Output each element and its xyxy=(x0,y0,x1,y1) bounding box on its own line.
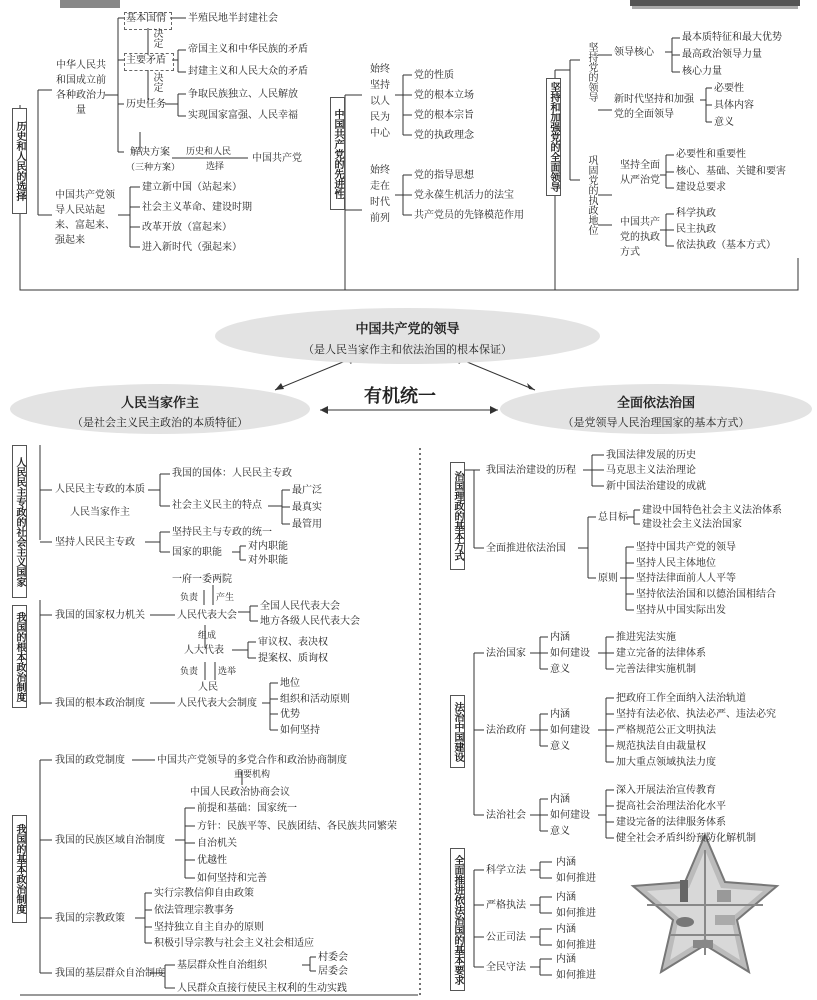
significance-2: 意义 xyxy=(550,741,570,752)
ruling-c: 依法执政（基本方式） xyxy=(676,240,776,251)
congress-how-to-uphold: 如何坚持 xyxy=(280,725,320,736)
regional-autonomy: 我国的民族区域自治制度 xyxy=(55,835,165,846)
solution-mid-1: 历史和人民 xyxy=(186,147,232,157)
ruling-b: 民主执政 xyxy=(676,224,716,235)
scientific-legislation: 科学立法 xyxy=(486,865,526,876)
stage-4: 进入新时代（强起来） xyxy=(142,242,242,253)
grassroots-organizations: 基层群众性自治组织 xyxy=(177,960,267,971)
religious-freedom: 实行宗教信仰自由政策 xyxy=(154,888,254,899)
deputies-node: 人大代表 xyxy=(184,645,224,656)
fundamental-political-system: 我国的根本政治制度 xyxy=(55,698,145,709)
cpc-leads-people-node: 中国共产党领导人民站起来、富起来、强起来 xyxy=(55,190,115,246)
democracy-features: 社会主义民主的特点 xyxy=(172,500,262,511)
core-b: 最高政治领导力量 xyxy=(682,49,762,60)
peoples-congress-system: 人民代表大会制度 xyxy=(177,698,257,709)
autonomy-premise: 前提和基础：国家统一 xyxy=(197,803,297,814)
guiding-thought: 党的指导思想 xyxy=(414,170,474,181)
principle-2: 坚持人民主体地位 xyxy=(636,558,716,569)
autonomy-organs: 自治机关 xyxy=(197,838,237,849)
people-masters-ellipse xyxy=(10,384,310,434)
section-title-party-leadership: 坚持和加强党的全面领导 xyxy=(546,78,561,196)
feature-most-real: 最真实 xyxy=(292,502,322,513)
stage-1: 建立新中国（站起来） xyxy=(142,182,242,193)
produce-label: 产生 xyxy=(216,593,235,603)
strict-enforcement: 严格执法 xyxy=(486,900,526,911)
religious-management: 依法管理宗教事务 xyxy=(154,905,234,916)
section-title-fundamental-system: 我国的根本政治制度 xyxy=(12,605,27,708)
autonomy-improve: 如何坚持和完善 xyxy=(197,873,267,884)
external-functions: 对外职能 xyxy=(248,555,288,566)
people-masters-subtitle: （是社会主义民主政治的本质特征） xyxy=(72,416,248,429)
strict-b: 核心、基础、关键和要害 xyxy=(676,166,786,177)
ruling-a: 科学执政 xyxy=(676,208,716,219)
ruling-mode: 中国共产党的执政方式 xyxy=(620,217,660,258)
rule-of-law-govt: 法治政府 xyxy=(486,725,526,736)
principle-5: 坚持从中国实际出发 xyxy=(636,605,726,616)
society-d: 健全社会矛盾纠纷预防化解机制 xyxy=(616,833,756,844)
main-contradiction-label: 主要矛盾 xyxy=(126,55,166,66)
national-congress: 全国人民代表大会 xyxy=(260,601,340,612)
rule-of-law-title: 全面依法治国 xyxy=(616,396,695,411)
rule-of-law-history: 我国法治建设的历程 xyxy=(486,465,576,476)
local-congresses: 地方各级人民代表大会 xyxy=(260,616,360,627)
section-title-basic-system: 我国的基本政治制度 xyxy=(12,815,27,923)
section-title-rule-of-law-china: 法治中国建设 xyxy=(450,695,465,768)
society-a: 深入开展法治宣传教育 xyxy=(616,785,716,796)
section-title-governance-mode: 治国理政的基本方式 xyxy=(450,462,465,570)
contradiction-a: 帝国主义和中华民族的矛盾 xyxy=(188,44,308,55)
autonomy-superiority: 优越性 xyxy=(197,855,227,866)
solution-sub: （三种方案） xyxy=(126,163,181,173)
how-to-build-1: 如何建设 xyxy=(550,648,590,659)
feature-most-useful: 最管用 xyxy=(292,519,322,530)
star-box-graphic xyxy=(633,835,777,972)
state-system: 我国的国体：人民民主专政 xyxy=(172,468,292,479)
govt-d: 规范执法自由裁量权 xyxy=(616,741,706,752)
congress-status: 地位 xyxy=(280,678,300,689)
how-to-promote-c: 如何推进 xyxy=(556,940,596,951)
new-era-leadership: 新时代坚持和加强党的全面领导 xyxy=(614,94,694,120)
rule-of-law-subtitle: （是党领导人民治理国家的基本方式） xyxy=(562,416,750,429)
society-c: 建设完备的法律服务体系 xyxy=(616,817,726,828)
organic-unity-label: 有机统一 xyxy=(364,386,436,407)
autonomy-policy: 方针：民族平等、民族团结、各民族共同繁荣 xyxy=(197,821,397,832)
principles: 原则 xyxy=(598,573,618,584)
congress-advantages: 优势 xyxy=(280,709,300,720)
fair-justice: 公正司法 xyxy=(486,932,526,943)
cpc-leadership-ellipse xyxy=(215,308,600,364)
country-b: 建立完备的法律体系 xyxy=(616,648,706,659)
congress-principles: 组织和活动原则 xyxy=(280,694,350,705)
state-power-organ: 我国的国家权力机关 xyxy=(55,610,145,621)
people-masters-title: 人民当家作主 xyxy=(120,396,199,411)
decide-label-2: 决定 xyxy=(151,72,162,92)
religious-policy: 我国的宗教政策 xyxy=(55,913,125,924)
deputy-rights-b: 提案权、质询权 xyxy=(258,653,328,664)
compose-label: 组成 xyxy=(198,631,217,641)
party-purpose: 党的根本宗旨 xyxy=(414,110,474,121)
how-to-promote-b: 如何推进 xyxy=(556,908,596,919)
deputy-rights-a: 审议权、表决权 xyxy=(258,637,328,648)
forefront-node: 始终走在时代前列 xyxy=(370,165,390,224)
solution-label: 解决方案 xyxy=(130,147,170,158)
new-era-c: 意义 xyxy=(714,117,734,128)
party-concept: 党的执政理念 xyxy=(414,130,474,141)
state-functions: 国家的职能 xyxy=(172,547,222,558)
important-organ-label: 重要机构 xyxy=(234,770,271,780)
elect-label: 选举 xyxy=(218,667,237,677)
connotation-1: 内涵 xyxy=(550,632,570,643)
historical-task-label: 历史任务 xyxy=(126,99,166,110)
govt-commission-courts: 一府一委两院 xyxy=(172,574,232,585)
section-title-dictatorship-state: 人民民主专政的社会主义国家 xyxy=(12,445,27,598)
connotation-d: 内涵 xyxy=(556,954,576,965)
strict-a: 必要性和重要性 xyxy=(676,149,746,160)
section-title-basic-requirements: 全面推进依法治国的基本要求 xyxy=(450,848,465,991)
significance-1: 意义 xyxy=(550,664,570,675)
how-to-build-2: 如何建设 xyxy=(550,725,590,736)
law-history: 我国法律发展的历史 xyxy=(606,450,696,461)
people-node: 人民 xyxy=(198,682,218,693)
marxist-law-theory: 马克思主义法治理论 xyxy=(606,465,696,476)
new-era-a: 必要性 xyxy=(714,83,744,94)
stage-2: 社会主义革命、建设时期 xyxy=(142,202,252,213)
how-to-promote-d: 如何推进 xyxy=(556,970,596,981)
society-b: 提高社会治理法治化水平 xyxy=(616,801,726,812)
overall-goal: 总目标 xyxy=(598,512,628,523)
how-to-build-3: 如何建设 xyxy=(550,810,590,821)
country-a: 推进宪法实施 xyxy=(616,632,676,643)
grassroots-autonomy: 我国的基层群众自治制度 xyxy=(55,968,165,979)
direct-democracy-practice: 人民群众直接行使民主权利的生动实践 xyxy=(177,983,347,994)
peoples-congress: 人民代表大会 xyxy=(177,610,237,621)
party-nature: 党的性质 xyxy=(414,70,454,81)
core-leadership: 领导核心 xyxy=(614,47,654,58)
rule-of-law-society: 法治社会 xyxy=(486,810,526,821)
section-title-cpc-advanced: 中国共产党的先进性 xyxy=(330,97,345,210)
connotation-b: 内涵 xyxy=(556,892,576,903)
multiparty-cooperation: 中国共产党领导的多党合作和政治协商制度 xyxy=(157,755,347,766)
feature-broadest: 最广泛 xyxy=(292,485,322,496)
how-to-promote-a: 如何推进 xyxy=(556,873,596,884)
connotation-a: 内涵 xyxy=(556,857,576,868)
connotation-3: 内涵 xyxy=(550,794,570,805)
political-forces-node: 中华人民共和国成立前各种政治力量 xyxy=(56,60,106,116)
basic-condition-value: 半殖民地半封建社会 xyxy=(188,13,278,24)
task-a: 争取民族独立、人民解放 xyxy=(188,89,298,100)
people-centered-node: 始终坚持以人民为中心 xyxy=(370,64,390,139)
new-era-b: 具体内容 xyxy=(714,100,754,111)
new-china-achievements: 新中国法治建设的成就 xyxy=(606,481,706,492)
principle-1: 坚持中国共产党的领导 xyxy=(636,542,736,553)
strict-governance: 坚持全面从严治党 xyxy=(620,160,660,186)
top-left-graphic xyxy=(60,0,120,8)
responsible-label-2: 负责 xyxy=(180,667,199,677)
cpc-leadership-title: 中国共产党的领导 xyxy=(355,322,460,337)
village-committee: 村委会 xyxy=(318,952,348,963)
country-c: 完善法律实施机制 xyxy=(616,664,696,675)
responsible-label-1: 负责 xyxy=(180,593,199,603)
people-masters-node: 人民当家作主 xyxy=(70,507,130,518)
top-right-graphic xyxy=(630,0,800,6)
govt-a: 把政府工作全面纳入法治轨道 xyxy=(616,693,746,704)
cppcc: 中国人民政治协商会议 xyxy=(190,787,290,798)
religious-independence: 坚持独立自主自办的原则 xyxy=(154,922,264,933)
core-c: 核心力量 xyxy=(682,66,722,77)
residents-committee: 居委会 xyxy=(318,966,348,977)
uphold-leadership-node: 坚持党的领导 xyxy=(586,42,597,102)
solution-value: 中国共产党 xyxy=(252,153,302,164)
decide-label-1: 决定 xyxy=(151,28,162,48)
dictatorship-essence: 人民民主专政的本质 xyxy=(55,484,145,495)
unity-democracy-dictatorship: 坚持民主与专政的统一 xyxy=(172,527,272,538)
party-stand: 党的根本立场 xyxy=(414,90,474,101)
task-b: 实现国家富强、人民幸福 xyxy=(188,110,298,121)
govt-b: 坚持有法必依、执法必严、违法必究 xyxy=(616,709,776,720)
religious-adaptation: 积极引导宗教与社会主义社会相适应 xyxy=(154,938,314,949)
goal-b: 建设社会主义法治国家 xyxy=(642,519,742,530)
vanguard-role: 共产党员的先锋模范作用 xyxy=(414,210,524,221)
section-title-history-choice: 历史和人民的选择 xyxy=(12,108,27,214)
internal-functions: 对内职能 xyxy=(248,541,288,552)
contradiction-b: 封建主义和人民大众的矛盾 xyxy=(188,66,308,77)
vitality-magic: 党永葆生机活力的法宝 xyxy=(414,190,514,201)
comprehensive-rule-of-law: 全面推进依法治国 xyxy=(486,543,566,554)
principle-3: 坚持法律面前人人平等 xyxy=(636,573,736,584)
rule-of-law-country: 法治国家 xyxy=(486,648,526,659)
goal-a: 建设中国特色社会主义法治体系 xyxy=(642,505,782,516)
significance-3: 意义 xyxy=(550,826,570,837)
cpc-leadership-subtitle: （是人民当家作主和依法治国的根本保证） xyxy=(303,343,512,356)
solution-mid-2: 选择 xyxy=(206,162,225,172)
consolidate-status-node: 巩固党的执政地位 xyxy=(586,155,597,235)
party-system: 我国的政党制度 xyxy=(55,755,125,766)
principle-4: 坚持依法治国和以德治国相结合 xyxy=(636,589,776,600)
govt-e: 加大重点领域执法力度 xyxy=(616,757,716,768)
connotation-c: 内涵 xyxy=(556,924,576,935)
rule-of-law-ellipse xyxy=(500,384,812,434)
connotation-2: 内涵 xyxy=(550,709,570,720)
law-abiding-all: 全民守法 xyxy=(486,962,526,973)
core-a: 最本质特征和最大优势 xyxy=(682,32,782,43)
stage-3: 改革开放（富起来） xyxy=(142,222,232,233)
basic-condition-label: 基本国情 xyxy=(126,13,166,24)
govt-c: 严格规范公正文明执法 xyxy=(616,725,716,736)
strict-c: 建设总要求 xyxy=(676,182,726,193)
uphold-dictatorship: 坚持人民民主专政 xyxy=(55,537,135,548)
